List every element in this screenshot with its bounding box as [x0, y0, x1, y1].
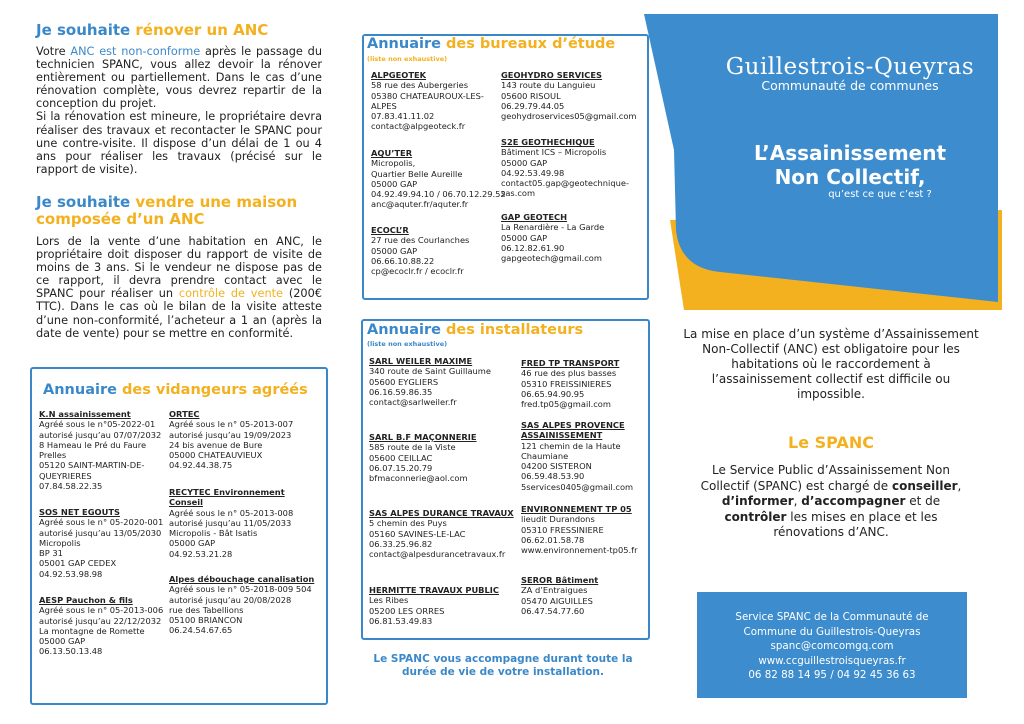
renovate-text: Votre ANC est non-conforme après le passage du technicien SPANC, vous allez devoir la rénover entièrement ou partiellement. Dans le cas d’une rénovation complète, vous devrez repartir de la conception du projet. Si la rénovation est mineure, le propriétaire devra réaliser des travaux et recontacter le SPANC pour une contre-visite. Il dispose d’un délai de 1 ou 4 ans pour réaliser les travaux (précisé sur le rapport de visite).: [36, 45, 322, 176]
installateur-entry: ENVIRONNEMENT TP 05 lieudit Durandons 05310 FRESSINIERE 06.62.01.58.78 www.environnement-tp05.fr: [521, 504, 638, 556]
vidangeur-entry: ORTEC Agréé sous le n° 05-2013-007 autorisé jusqu’au 19/09/2023 24 bis avenue de Bure 05000 CHATEAUVIEUX 04.92.44.38.75: [169, 409, 294, 471]
installateur-entry: SARL B.F MAÇONNERIE 585 route de la Viste 05600 CEILLAC 06.07.15.20.79 bfmaconnerie@aol.com: [369, 432, 477, 484]
bureau-entry: ECOCL’R 27 rue des Courlanches 05000 GAP 06.66.10.88.22 cp@ecoclr.fr / ecoclr.fr: [371, 225, 470, 277]
installateur-entry: HERMITTE TRAVAUX PUBLIC Les Ribes 05200 LES ORRES 06.81.53.49.83: [369, 585, 499, 626]
bureau-entry: ALPGEOTEK 58 rue des Aubergeries 05380 CHATEAUROUX-LES- ALPES 07.83.41.11.02 contact@alpgeoteck.fr: [371, 70, 484, 132]
installateur-entry: SARL WEILER MAXIME 340 route de Saint Guillaume 05600 EYGLIERS 06.16.59.86.35 contact@sarlweiler.fr: [369, 356, 491, 408]
vidangeurs-title: Annuaire des vidangeurs agréés: [40, 382, 311, 398]
cover-subtitle: qu’est ce que c’est ?: [828, 189, 932, 200]
installateurs-title: Annuaire des installateurs: [364, 322, 586, 338]
bureau-entry: GEOHYDRO SERVICES 143 route du Languieu 05600 RISOUL 06.29.79.44.05 geohydroservices05@gmail.com: [501, 70, 637, 122]
sell-text: Lors de la vente d’une habitation en ANC, le propriétaire doit disposer du rapport de visite de moins de 3 ans. Si le vendeur ne dispose pas de ce rapport, il devra prendre contact avec le SPANC pour réaliser un contrôle de vente (200€ TTC). Dans le cas où le bilan de la visite atteste d’une non-conformité, l’acheteur a 1 an (après la date de vente) pour se mettre en conformité.: [36, 235, 322, 340]
spanc-text: Le Service Public d’Assainissement Non Collectif (SPANC) est chargé de conseiller, d’informer, d’accompagner et de contrôler les mises en place et les rénovations d’ANC.: [700, 463, 962, 539]
contact-line2: Commune du Guillestrois-Queyras: [743, 625, 921, 638]
vidangeur-entry: AESP Pauchon & fils Agréé sous le n° 05-2013-006 autorisé jusqu’au 22/12/2032 La montagne de Romette 05000 GAP 06.13.50.13.48: [39, 595, 164, 657]
vidangeur-entry: SOS NET EGOUTS Agréé sous le n° 05-2020-001 autorisé jusqu’au 13/05/2030 Micropolis BP 31 05001 GAP CEDEX 04.92.53.98.98: [39, 507, 164, 579]
intro-text: La mise en place d’un système d’Assainissement Non-Collectif (ANC) est obligatoire pour les habitations où le raccordement à l’assainissement collectif est difficile ou impossible.: [683, 327, 979, 401]
installateur-entry: SEROR Bâtiment ZA d’Entraigues 05470 AIGUILLES 06.47.54.77.60: [521, 575, 599, 616]
brand-subtitle: Communauté de communes: [761, 78, 939, 93]
bureaux-title: Annuaire des bureaux d’étude: [364, 36, 618, 52]
bureau-entry: S2E GEOTHECHIQUE Bâtiment ICS – Micropolis 05000 GAP 04.92.53.49.98 contact05.gap@geotechnique- sas.com: [501, 137, 629, 199]
installateur-entry: FRED TP TRANSPORT 46 rue des plus basses 05310 FREISSINIERES 06.65.94.90.95 fred.tp05@gmail.com: [521, 358, 620, 410]
brand-logo: Guillestrois-Queyras: [725, 54, 975, 80]
contact-block: [697, 610, 967, 683]
contact-email[interactable]: spanc@comcomgq.com: [770, 640, 894, 652]
sell-title: Je souhaite vendre une maison composée d’un ANC: [36, 193, 298, 228]
cover-title-line2: Non Collectif,: [774, 165, 926, 189]
accompagne-text: Le SPANC vous accompagne durant toute la durée de vie de votre installation.: [373, 653, 633, 678]
contact-phones: 06 82 88 14 95 / 04 92 45 36 63: [748, 669, 916, 681]
bureaux-subtitle: (liste non exhaustive): [367, 55, 448, 63]
contact-website[interactable]: www.ccguillestroisqueyras.fr: [758, 654, 906, 667]
contact-line1: Service SPANC de la Communauté de: [735, 611, 929, 623]
vidangeur-entry: Alpes débouchage canalisation Agréé sous le n° 05-2018-009 504 autorisé jusqu’au 20/08/2028 rue des Tabellions 05100 BRIANCON 06.24.54.67.65: [169, 574, 315, 636]
installateurs-subtitle: (liste non exhaustive): [367, 340, 448, 348]
bureau-entry: GAP GEOTECH La Renardière - La Garde 05000 GAP 06.12.82.61.90 gapgeotech@gmail.com: [501, 212, 605, 264]
cover-title-line1: L’Assainissement: [753, 141, 947, 165]
installateur-entry: SAS ALPES DURANCE TRAVAUX 5 chemin des Puys 05160 SAVINES-LE-LAC 06.33.25.96.82 contact@alpesdurancetravaux.fr: [369, 508, 514, 560]
vidangeur-entry: K.N assainissement Agréé sous le n°05-2022-01 autorisé jusqu’au 07/07/2032 8 Hameau le Pré du Faure Prelles 05120 SAINT-MARTIN-DE- QUEYRIERES 07.84.58.22.35: [39, 409, 162, 492]
bureau-entry: AQU’TER Micropolis, Quartier Belle Aureille 05000 GAP 04.92.49.94.10 / 06.70.12.29.52 anc@aquter.fr/aquter.fr: [371, 148, 506, 210]
renovate-title: Je souhaite rénover un ANC: [36, 21, 269, 39]
vidangeur-entry: RECYTEC Environnement Conseil Agréé sous le n° 05-2013-008 autorisé jusqu’au 11/05/2033 Micropolis - Bât Isatis 05000 GAP 04.92.53.21.28: [169, 487, 294, 559]
spanc-title: Le SPANC: [788, 433, 874, 452]
installateur-entry: SAS ALPES PROVENCE ASSAINISSEMENT 121 chemin de la Haute Chaumiane 04200 SISTERON 06.59.48.53.90 5services0405@gmail.com: [521, 420, 634, 492]
